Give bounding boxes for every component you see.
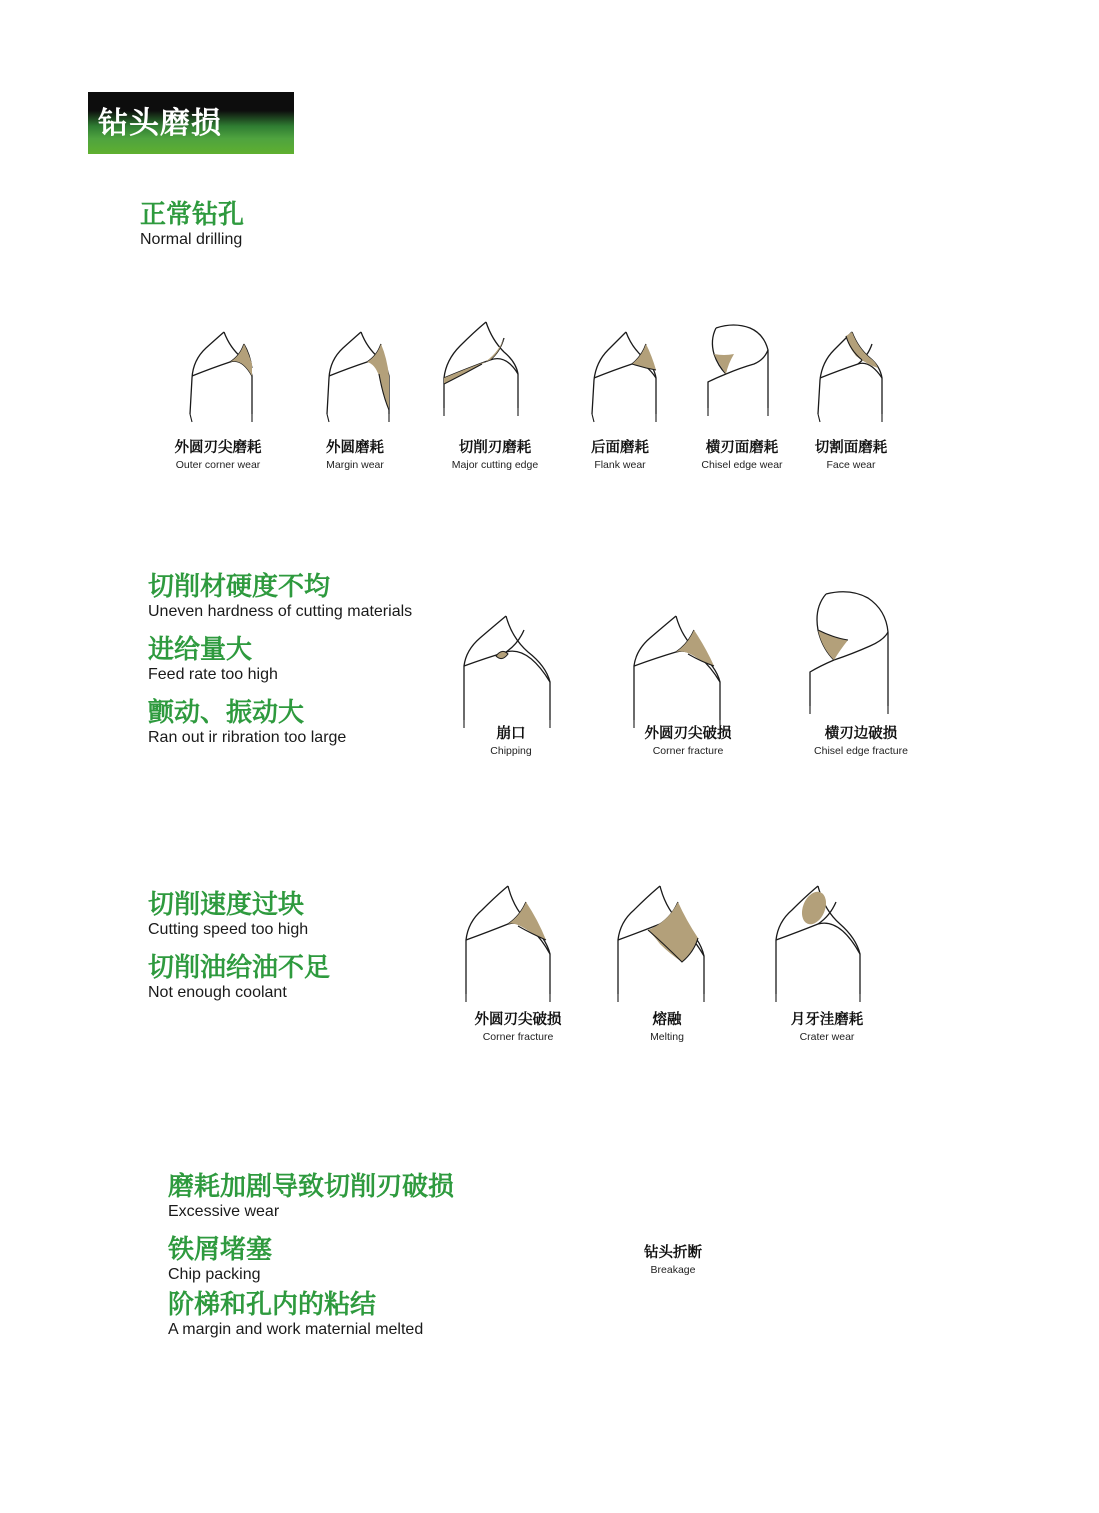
caption-en: Crater wear <box>799 1030 855 1043</box>
section-heading-en: Cutting speed too high <box>148 920 309 938</box>
caption-en: Flank wear <box>594 458 646 471</box>
figure-crater-wear <box>762 878 887 1008</box>
section-heading-normal-drilling <box>140 200 244 249</box>
caption-cn: 横刃边破损 <box>824 726 898 742</box>
section-heading-en: Chip packing <box>168 1265 261 1283</box>
section-heading-en: Uneven hardness of cutting materials <box>148 602 413 620</box>
caption-en: Corner fracture <box>482 1030 554 1043</box>
section-heading-en: Not enough coolant <box>148 983 287 1001</box>
caption-chipping <box>452 726 570 757</box>
caption-breakage <box>600 1245 746 1276</box>
caption-en: Major cutting edge <box>451 458 539 471</box>
caption-en: Chipping <box>490 744 532 757</box>
figure-flank-wear <box>572 318 672 428</box>
caption-crater-wear <box>752 1012 902 1043</box>
section-heading-excessive-wear <box>168 1172 454 1221</box>
caption-en: Melting <box>650 1030 684 1043</box>
figure-chisel-edge-fracture <box>792 580 922 720</box>
section-heading-chip-packing <box>168 1235 272 1284</box>
section-heading-en: A margin and work maternial melted <box>168 1320 424 1338</box>
section-heading-coolant <box>148 953 330 1002</box>
figure-face-wear <box>800 318 900 428</box>
section-heading-cn: 切削油给油不足 <box>148 952 331 982</box>
figure-melting <box>608 878 733 1008</box>
caption-cn: 崩口 <box>496 726 526 742</box>
caption-corner-fracture <box>608 726 768 757</box>
section-heading-cn: 磨耗加剧导致切削刃破损 <box>168 1171 455 1201</box>
section-heading-uneven-hardness <box>148 572 412 621</box>
section-heading-margin-melted <box>168 1290 423 1339</box>
caption-cn: 横刃面磨耗 <box>705 440 779 456</box>
caption-face-wear <box>772 440 930 471</box>
caption-melting <box>612 1012 722 1043</box>
section-heading-cn: 阶梯和孔内的粘结 <box>168 1289 377 1319</box>
caption-cn: 切削刃磨耗 <box>458 440 532 456</box>
caption-cn: 外圆刃尖破损 <box>644 726 732 742</box>
caption-cn: 钻头折断 <box>644 1245 702 1261</box>
caption-en: Face wear <box>826 458 876 471</box>
caption-cn: 外圆磨耗 <box>326 440 384 456</box>
section-heading-en: Feed rate too high <box>148 665 278 683</box>
caption-en: Chisel edge fracture <box>814 744 908 757</box>
caption-chisel-edge-fracture <box>778 726 944 757</box>
section-heading-vibration <box>148 698 346 747</box>
figure-corner-fracture <box>622 608 752 733</box>
section-heading-cn: 切削材硬度不均 <box>148 571 331 601</box>
caption-cn: 熔融 <box>652 1012 682 1028</box>
section-heading-en: Normal drilling <box>140 230 243 248</box>
caption-en: Chisel edge wear <box>701 458 783 471</box>
figure-major-cutting-edge-wear <box>432 312 542 428</box>
figure-margin-wear <box>305 318 405 428</box>
figure-chipping <box>452 608 582 733</box>
section-heading-en: Excessive wear <box>168 1202 280 1220</box>
caption-en: Breakage <box>650 1263 696 1276</box>
caption-cn: 切割面磨耗 <box>814 440 888 456</box>
caption-cn: 月牙洼磨耗 <box>790 1012 864 1028</box>
caption-cn: 后面磨耗 <box>591 440 649 456</box>
section-heading-cn: 颤动、振动大 <box>148 697 305 727</box>
caption-en: Corner fracture <box>652 744 724 757</box>
section-heading-feed-rate <box>148 635 278 684</box>
page-title: 钻头磨损 <box>98 107 222 140</box>
section-heading-cn: 正常钻孔 <box>140 199 245 229</box>
caption-en: Margin wear <box>326 458 384 471</box>
figure-corner-fracture-speed <box>452 878 577 1008</box>
caption-cn: 外圆刃尖破损 <box>474 1012 562 1028</box>
section-heading-cn: 进给量大 <box>148 634 253 664</box>
caption-en: Outer corner wear <box>175 458 261 471</box>
section-heading-cn: 切削速度过块 <box>148 889 305 919</box>
caption-cn: 外圆刃尖磨耗 <box>174 440 262 456</box>
section-heading-en: Ran out ir ribration too large <box>148 728 347 746</box>
caption-corner-fracture-speed <box>440 1012 596 1043</box>
figure-chisel-edge-wear <box>688 310 788 425</box>
section-heading-cn: 铁屑堵塞 <box>168 1234 273 1264</box>
section-heading-cutting-speed <box>148 890 308 939</box>
figure-outer-corner-wear <box>168 318 268 428</box>
page-title-block <box>88 92 294 154</box>
